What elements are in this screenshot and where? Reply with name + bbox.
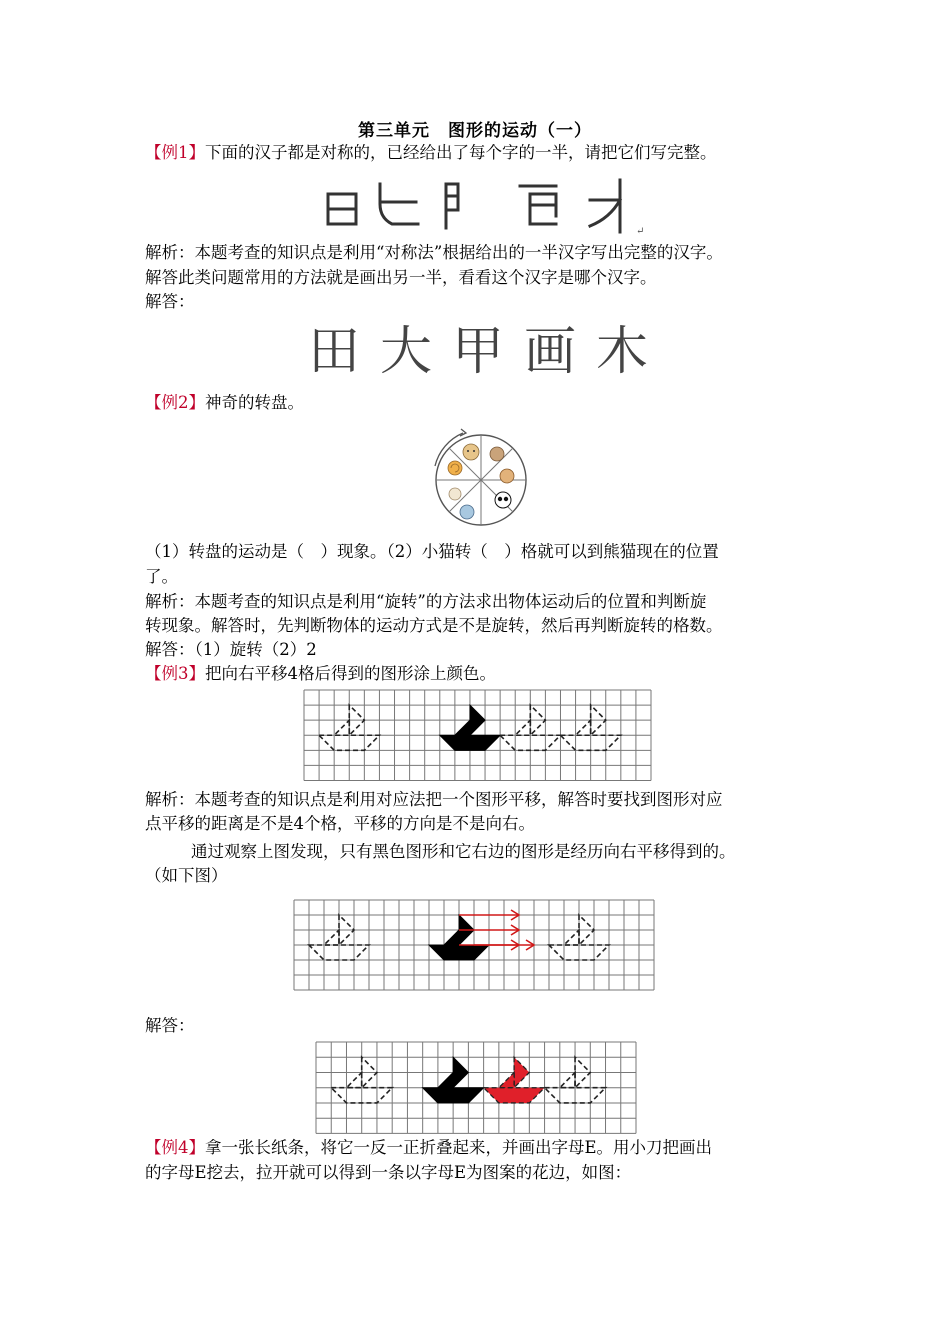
example3-observe-1: 通过观察上图发现，只有黑色图形和它右边的图形是经历向右平移得到的。 (191, 842, 736, 861)
example3-analysis-2: 点平移的距离是不是4个格，平移的方向是不是向右。 (145, 814, 535, 833)
example3-tag: 【例3】 (145, 664, 205, 683)
example1-question (145, 141, 825, 165)
example4-line-1 (145, 1136, 825, 1160)
answer-char-2: 大 (379, 322, 432, 382)
example4-line-2: 的字母E挖去，拉开就可以得到一条以字母E为图案的花边，如图： (145, 1163, 632, 1182)
panda-icon (495, 492, 511, 508)
cat-icon (463, 444, 479, 460)
example2-question-text: 神奇的转盘。 (205, 393, 304, 412)
example3-observe-2: （如下图） (145, 866, 228, 885)
example1-analysis-2: 解答此类问题常用的方法就是画出另一半，看看这个汉字是哪个汉字。 (145, 268, 657, 287)
half-char-1 (328, 194, 356, 224)
boat-shape-2 (423, 1057, 484, 1103)
example2-answer: 解答：（1）旋转（2）2 (145, 640, 317, 659)
rabbit-icon (449, 488, 461, 500)
example3-question-text: 把向右平移4格后得到的图形涂上颜色。 (205, 664, 496, 683)
turntable-figure (425, 424, 535, 534)
half-characters-figure (320, 178, 650, 237)
dog-icon (500, 469, 514, 483)
answer-char-4: 画 (523, 322, 576, 382)
boat-shape-2 (440, 705, 500, 750)
example3-analysis-1: 解析：本题考查的知识点是利用对应法把一个图形平移，解答时要找到图形对应 (145, 790, 723, 809)
example2-question-line-2: 了。 (145, 567, 178, 586)
translation-grid-3 (316, 1042, 636, 1128)
half-char-3 (446, 184, 458, 228)
half-char-5 (590, 180, 620, 232)
example2-tag: 【例2】 (145, 393, 205, 412)
page-title: 第三单元 图形的运动（一） (358, 121, 592, 141)
answer-char-3: 甲 (451, 322, 504, 382)
translation-grid-2 (294, 900, 654, 992)
example4-line-1-text: 拿一张长纸条，将它一反一正折叠起来，并画出字母E。用小刀把画出 (205, 1138, 713, 1157)
example4-tag: 【例4】 (145, 1138, 205, 1157)
example1-tag: 【例1】 (145, 143, 205, 162)
bear-icon (490, 447, 504, 461)
answer-characters-figure (308, 324, 648, 380)
boat-shape-2 (429, 915, 489, 960)
half-char-2 (380, 184, 418, 224)
mouse-icon (460, 505, 474, 519)
example2-analysis-1: 解析：本题考查的知识点是利用“旋转”的方法求出物体运动后的位置和判断旋 (145, 592, 707, 611)
example1-question-text: 下面的汉子都是对称的，已经给出了每个字的一半，请把它们写完整。 (205, 143, 717, 162)
example2-question (145, 391, 825, 415)
half-char-4 (520, 186, 556, 224)
svg-text:↵: ↵ (636, 226, 645, 237)
example2-analysis-2: 转现象。解答时，先判断物体的运动方式是不是旋转，然后再判断旋转的格数。 (145, 616, 723, 635)
example1-answer-label: 解答： (145, 292, 195, 311)
answer-char-1: 田 (308, 322, 361, 382)
translation-grid-1 (304, 690, 651, 780)
example3-question (145, 662, 825, 686)
snail-icon (448, 461, 462, 475)
example3-answer-label: 解答： (145, 1016, 195, 1035)
answer-char-5: 木 (595, 322, 648, 382)
example1-analysis-1: 解析：本题考查的知识点是利用“对称法”根据给出的一半汉字写出完整的汉字。 (145, 243, 723, 262)
example2-question-line-1: （1）转盘的运动是（ ）现象。（2）小猫转（ ）格就可以到熊猫现在的位置 (145, 542, 719, 561)
